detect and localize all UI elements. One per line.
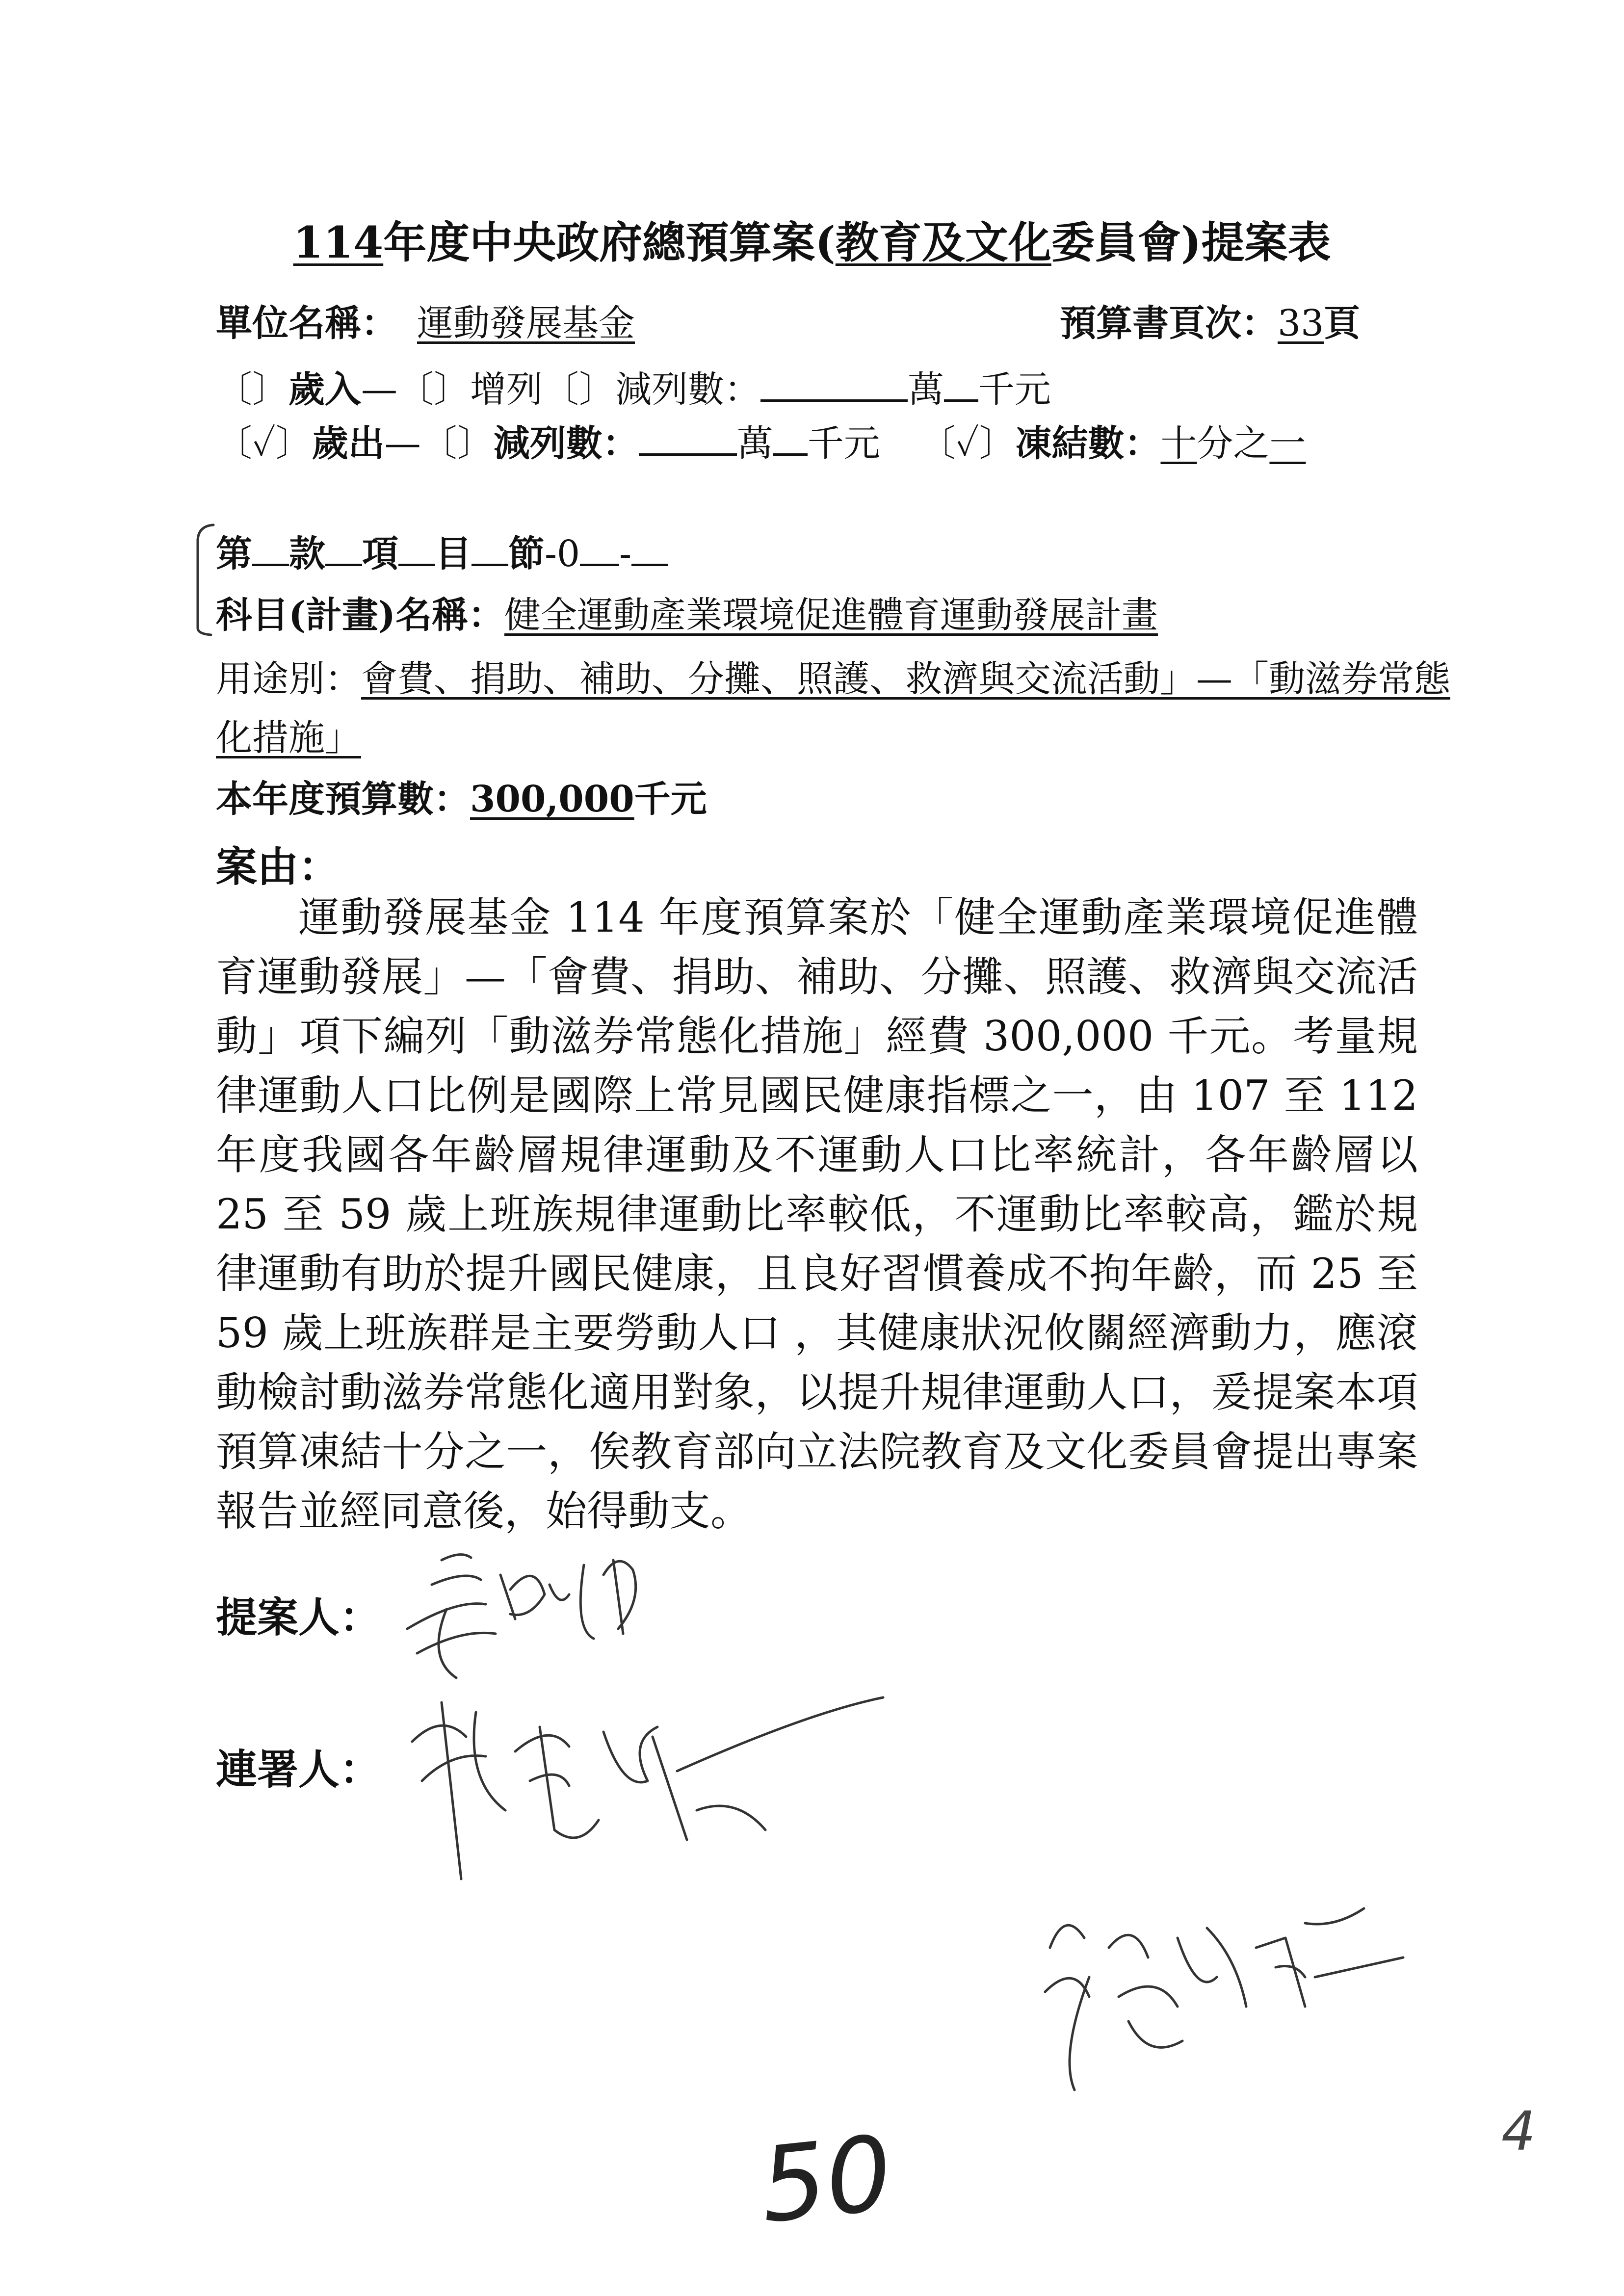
item-row <box>216 525 668 577</box>
left-brace-icon <box>189 520 218 638</box>
corner-mark: 4 <box>1501 2100 1536 2163</box>
bracket-close: 〕 <box>434 368 470 411</box>
freeze-mid: 分之 <box>1197 422 1270 465</box>
freeze-ten: 十 <box>1160 422 1197 465</box>
blank <box>398 529 435 566</box>
usage-label: 用途別： <box>216 658 361 700</box>
blank-qian <box>944 365 978 402</box>
title-committee: 教育及文化 <box>835 217 1051 268</box>
blank <box>325 529 362 566</box>
reason-paragraph <box>216 888 1418 1541</box>
blank <box>631 529 668 566</box>
budget-value: 300,000 <box>470 778 634 820</box>
subject-value: 健全運動產業環境促進體育運動發展計畫 <box>504 594 1158 636</box>
increase-label: 增列 <box>470 368 543 411</box>
blank <box>471 529 508 566</box>
subject-label: 科目(計畫)名稱： <box>216 594 505 636</box>
blank-qian <box>773 419 808 456</box>
blank <box>580 529 619 566</box>
page-value: 33 <box>1278 302 1324 344</box>
budget-unit: 千元 <box>634 778 707 820</box>
subject-row <box>216 586 1158 638</box>
usage-row <box>216 650 1450 702</box>
item-xiang: 項 <box>362 533 398 575</box>
unit-value: 運動發展基金 <box>417 302 635 344</box>
freeze-check: 〔✓〕 <box>919 422 1016 465</box>
cosigner-label: 連署人： <box>216 1745 381 1794</box>
item-kuan: 款 <box>289 533 325 575</box>
page-row <box>1060 294 1360 346</box>
handwritten-page-number: 50 <box>754 2113 898 2246</box>
qian-label: 千元 <box>978 368 1051 411</box>
unit-label: 單位名稱： <box>216 302 397 344</box>
cosigner-signature-icon <box>393 1683 957 1918</box>
item-jie: 節 <box>508 533 545 575</box>
freeze-one: 一 <box>1269 422 1306 465</box>
expense-check: 〔✓〕 <box>216 422 312 465</box>
blank-wan <box>760 365 908 402</box>
expense-decrease-label: 減列數： <box>493 422 639 465</box>
dash: — <box>384 422 421 465</box>
budget-label: 本年度預算數： <box>216 778 470 820</box>
qian-label: 千元 <box>807 422 880 465</box>
usage-row-2 <box>216 709 361 761</box>
cosigner-signature-2-icon <box>1030 1879 1423 2105</box>
blank <box>252 529 289 566</box>
blank-wan <box>639 419 737 456</box>
revenue-row <box>216 361 1051 413</box>
freeze-label: 凍結數： <box>1015 422 1161 465</box>
reason-label: 案由： <box>216 842 340 891</box>
usage-value-line2: 化措施」 <box>216 717 361 759</box>
item-code: -0 <box>545 533 580 575</box>
bracket-close: 〕 <box>579 368 615 411</box>
document-title <box>0 209 1624 270</box>
expense-label: 歲出 <box>312 422 385 465</box>
revenue-label: 歲入 <box>288 368 361 411</box>
reason-text: 運動發展基金 114 年度預算案於「健全運動產業環境促進體育運動發展」—「會費、捐助、補助、分攤、照護、救濟與交流活動」項下編列「動滋券常態化措施」經費 300,000 千元。考量規律運動人口比例是國際上常見國民健康指標之一，由 107 至 112 年度我國各年齡層規律運動及不運動人口比率統計，各年齡層以 25 至 59 歲上班族規律運動比率較低，不運動比率較高，鑑於規律運動有助於提升國民健康，且良好習慣養成不拘年齡，而 25 至 59 歲上班族群是主要勞動人口 ，其健康狀況攸關經濟動力，應滾動檢討動滋券常態化適用對象，以提升規律運動人口，爰提案本項預算凍結十分之一，俟教育部向立法院教育及文化委員會提出專案報告並經同意後，始得動支。 <box>216 893 1418 1535</box>
bracket-open: 〔 <box>543 368 579 411</box>
dash: — <box>361 368 397 411</box>
wan-label: 萬 <box>908 368 944 411</box>
bracket-open: 〔 <box>216 368 252 411</box>
title-text: 年度中央政府總預算案( <box>383 217 836 268</box>
wan-label: 萬 <box>736 422 773 465</box>
decrease-label: 減列數： <box>615 368 760 411</box>
title-year: 114 <box>293 217 384 268</box>
bracket-open: 〔 <box>397 368 434 411</box>
item-di: 第 <box>216 533 252 575</box>
page-label: 預算書頁次： <box>1060 302 1278 344</box>
item-mu: 目 <box>435 533 471 575</box>
proposer-label: 提案人： <box>216 1593 381 1642</box>
page-unit: 頁 <box>1324 302 1361 344</box>
bracket-close: 〕 <box>252 368 288 411</box>
proposer-signature-icon <box>388 1531 692 1688</box>
unit-row <box>216 294 760 346</box>
title-suffix: 委員會)提案表 <box>1051 217 1331 268</box>
usage-value-line1: 會費、捐助、補助、分攤、照護、救濟與交流活動」—「動滋券常態 <box>361 658 1450 700</box>
expense-row: 〔✓〕歲出—〔〕減列數： 萬 千元 〔✓〕凍結數：十分之一 <box>216 415 1306 467</box>
item-dash: - <box>619 533 632 575</box>
budget-row <box>216 770 707 822</box>
